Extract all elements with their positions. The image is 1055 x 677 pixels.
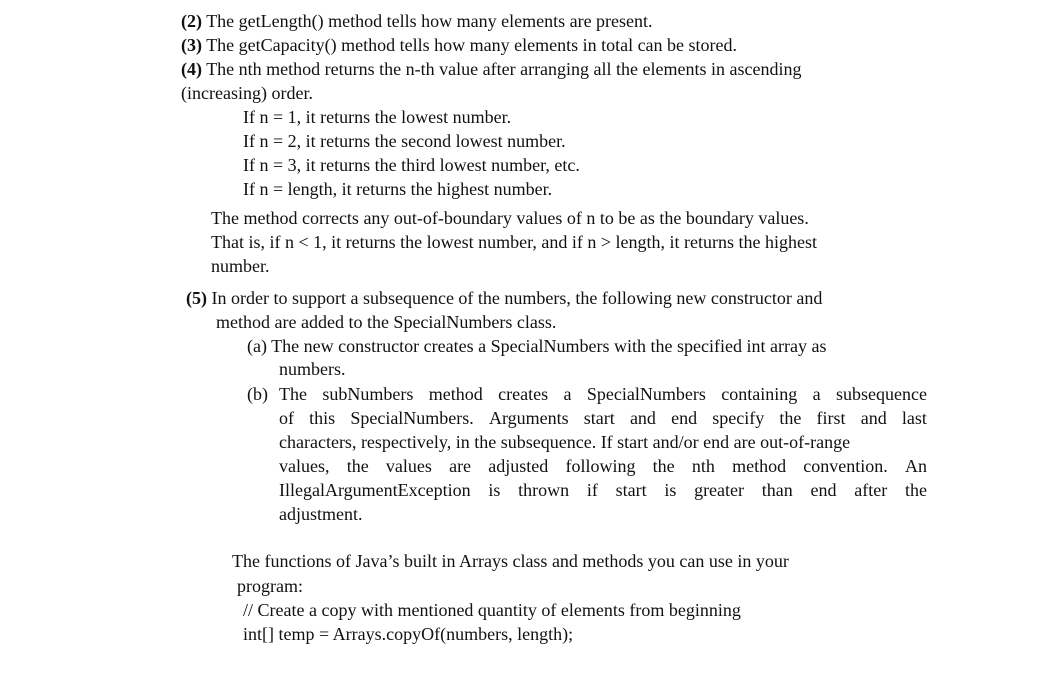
- word: are: [449, 456, 472, 476]
- word: the: [346, 456, 369, 476]
- footer-line-1: The functions of Java’s built in Arrays class and methods you can use in your: [232, 551, 789, 571]
- word: is: [664, 480, 677, 500]
- subitem-b-line: [279, 455, 927, 477]
- item-4-line-1: [181, 58, 801, 80]
- word: Arguments: [488, 408, 569, 428]
- subitem-b-line: adjustment.: [279, 504, 363, 524]
- word: a: [563, 384, 572, 404]
- boundary-note-line: number.: [211, 256, 270, 276]
- word: start: [583, 408, 615, 428]
- subitem-a-text: The new constructor creates a SpecialNumbers with the specified int array as: [271, 336, 827, 356]
- word: adjusted: [488, 456, 549, 476]
- footer-line-2: program:: [237, 576, 303, 596]
- word: values,: [279, 456, 330, 476]
- word: last: [901, 408, 927, 428]
- subitem-b-line: characters, respectively, in the subsequence. If start and/or end are out-of-range: [279, 432, 851, 452]
- code-comment: // Create a copy with mentioned quantity of elements from beginning: [243, 600, 741, 620]
- word: subNumbers: [322, 384, 414, 404]
- item-3: [181, 34, 737, 56]
- subitem-b-line: [279, 479, 927, 501]
- word: this: [309, 408, 336, 428]
- word: containing: [721, 384, 798, 404]
- item-2-text: The getLength() method tells how many elements are present.: [206, 11, 653, 31]
- word: nth: [691, 456, 715, 476]
- word: SpecialNumbers.: [350, 408, 474, 428]
- word: start: [615, 480, 647, 500]
- item-4-number: (4): [181, 59, 202, 79]
- item-5-line-1: [186, 287, 822, 309]
- word: after: [854, 480, 888, 500]
- word: values: [385, 456, 432, 476]
- word: following: [565, 456, 636, 476]
- word: convention.: [803, 456, 888, 476]
- word: subsequence: [836, 384, 927, 404]
- word: An: [904, 456, 927, 476]
- word: SpecialNumbers: [586, 384, 706, 404]
- subitem-b-text: [279, 479, 927, 501]
- word: The: [279, 384, 307, 404]
- item-2: [181, 10, 653, 32]
- word: and: [860, 408, 887, 428]
- word: of: [279, 408, 294, 428]
- item-3-text: The getCapacity() method tells how many elements in total can be stored.: [206, 35, 738, 55]
- word: specify: [712, 408, 765, 428]
- subitem-b-line: [279, 383, 927, 405]
- word: IllegalArgumentException: [279, 480, 471, 500]
- word: thrown: [518, 480, 570, 500]
- boundary-note-line: That is, if n < 1, it returns the lowest number, and if n > length, it returns the highest: [211, 232, 817, 252]
- subitem-b-text: [279, 455, 927, 477]
- item-5-number: (5): [186, 288, 207, 308]
- word: and: [629, 408, 656, 428]
- word: is: [488, 480, 501, 500]
- subitem-a-line-2: numbers.: [279, 359, 346, 379]
- word: a: [812, 384, 821, 404]
- word: than: [761, 480, 793, 500]
- subitem-b-text: [279, 407, 927, 429]
- word: first: [816, 408, 846, 428]
- word: if: [586, 480, 598, 500]
- item-5-line-2: method are added to the SpecialNumbers class.: [216, 312, 557, 332]
- code-line: int[] temp = Arrays.copyOf(numbers, length);: [243, 624, 574, 644]
- item-2-number: (2): [181, 11, 202, 31]
- word: the: [904, 480, 927, 500]
- item-4-line-2: (increasing) order.: [181, 83, 313, 103]
- subitem-b-text: [279, 383, 927, 405]
- word: method: [732, 456, 787, 476]
- case-line: If n = length, it returns the highest number.: [243, 179, 553, 199]
- word: end: [810, 480, 837, 500]
- subitem-a-line-1: [247, 335, 826, 357]
- item-5-text: In order to support a subsequence of the numbers, the following new constructor and: [211, 288, 823, 308]
- item-3-number: (3): [181, 35, 202, 55]
- word: method: [428, 384, 483, 404]
- case-line: If n = 1, it returns the lowest number.: [243, 107, 512, 127]
- subitem-b-label: (b): [247, 384, 268, 404]
- case-line: If n = 3, it returns the third lowest number, etc.: [243, 155, 580, 175]
- boundary-note-line: The method corrects any out-of-boundary values of n to be as the boundary values.: [211, 208, 809, 228]
- word: greater: [694, 480, 745, 500]
- case-line: If n = 2, it returns the second lowest number.: [243, 131, 566, 151]
- word: creates: [498, 384, 549, 404]
- word: the: [652, 456, 675, 476]
- word: end: [671, 408, 698, 428]
- subitem-a-label: (a): [247, 336, 267, 356]
- subitem-b-line: [279, 407, 927, 429]
- word: the: [779, 408, 802, 428]
- item-4-text: The nth method returns the n-th value after arranging all the elements in ascending: [206, 59, 802, 79]
